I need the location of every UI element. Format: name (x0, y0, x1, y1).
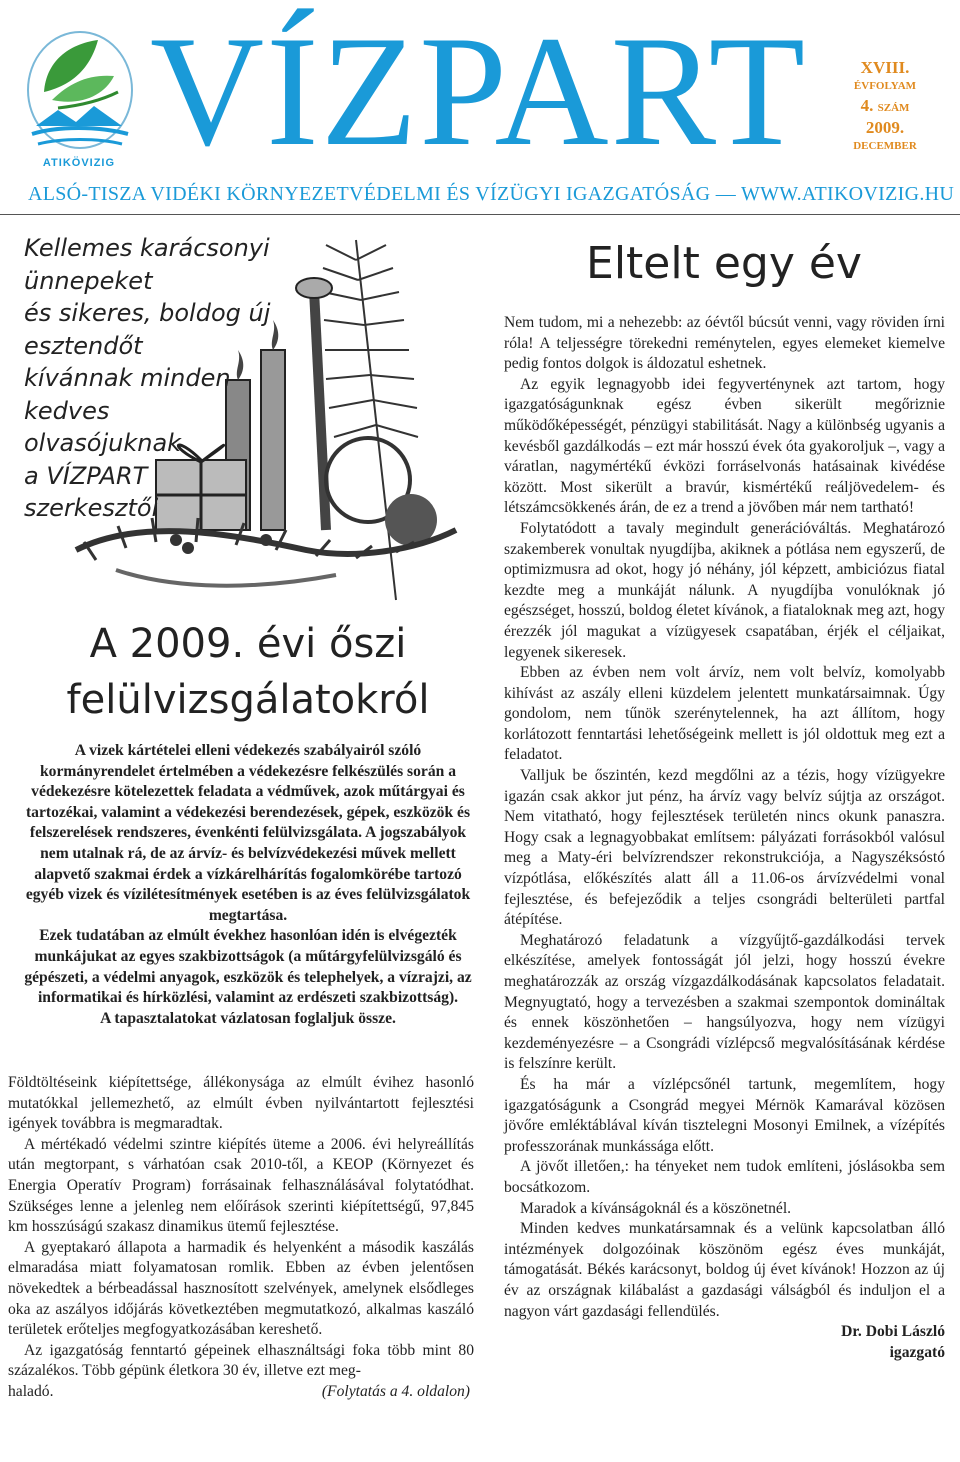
left-paragraph-1: Földtöltéseink kiépítettsége, állékonysága az elmúlt évihez hasonló mutatókkal jellemezhető, az elmúlt évben nyilvántartott fejlesztési igények továbbra is megmaradtak. (8, 1074, 474, 1133)
right-paragraph-2: Az egyik legnagyobb idei fegyverténynek azt tartom, hogy igazgatóságunknak egész évben sikerült megőriznie működőképességét, pénzügyi stabilitását. Nagy a különbség ugyanis a kevésből gazdálkodás – ezt már hosszú évek óta gyakoroljuk –, vagy a váratlan, nagymértékű évközi forráselvonás hatásainak kivédése között. Most sikerült a bravúr, kismértékű reáljövedelem- és létszámcsökkenés árán, de ez a trend a jövőben már nem tartható! (504, 375, 945, 517)
right-paragraph-1: Nem tudom, mi a nehezebb: az óévtől búcsút venni, vagy röviden írni róla! A teljességre törekedni reménytelen, egyes elemeket kiemelve pedig fontos dolgok is áldozatul eshetnek. (504, 314, 945, 373)
signature-name: Dr. Dobi László (841, 1323, 945, 1341)
right-paragraph-10: Minden kedves munkatársamnak és a velünk kapcsolatban álló intézmények dolgozóinak köszönöm egész éves munkáját, támogatását. Békés karácsonyt, boldog új évet kívánok! Hozzon az új év az országnak kilábalást a gazdasági válságból és induljon el a nagyon várt gazdasági fellendülés. (504, 1220, 945, 1320)
right-headline: Eltelt egy év (586, 238, 862, 289)
issue-year: 2009. (865, 118, 905, 137)
issue-volume-label: ÉVFOLYAM (853, 80, 917, 92)
right-paragraph-7: És ha már a vízlépcsőnél tartunk, megemlítem, hogy igazgatóságunk a Csongrád megyei Mérnök Kamarával közösen jövőre emléktáblával kíván tisztelegni Mosonyi Emilnek, a vízépítés professzorának munkássága előtt. (504, 1075, 945, 1155)
left-paragraph-3: A gyeptakaró állapota a harmadik és helyenként a második kaszálás elmaradása miatt folyamatosan romlik. Ebben az évben jelentősen növekedtek a bérbeadással hasznosított szelvények, amelynek elsődleges oka az aszályos időjárás következtében megmutatkozó, alkalmas kaszáló területek erőteljes megfogyatkozásában kereshető. (8, 1238, 474, 1339)
right-paragraph-9: Maradok a kívánságoknál és a köszönetnél. (520, 1199, 792, 1217)
holiday-greeting: Kellemes karácsonyi ünnepeket és sikeres, boldog új esztendőt kívánnak minden kedves olvasójuknak a VÍZPART szerkesztői (24, 234, 271, 522)
right-paragraph-5: Valljuk be őszintén, kezd megdőlni az a tézis, hogy vízügyekre igazán csak akkor jut pénz, ha árvíz vagy belvíz sújtja az országot. Nem vitatható, hogy fejlesztések területén nincs okunk panaszra. Hogy csak a legnagyobbakat említsem: pályázati forrásokból valósul meg a Maty-éri belvízrendszer rekonstrukciója, a Nagyszéksóstó vízpótlása, előkészítés alatt áll a 11.06-os árvízvédelmi vonal fejlesztése, és befejeződik a teljes csongrádi belterületi partfal átépítése. (504, 767, 945, 929)
right-paragraph-3: Folytatódott a tavaly megindult generációváltás. Meghatározó szakemberek vonultak nyugdíjba, akiknek a pótlása nem egyszerű, de optimizmusra ad okot, hogy jó néhány, jól képzett, ambiciózus fiatal kezdte meg a munkáját nálunk. A nyugdíjba vonulóknak jó egészséget, hosszú, boldog életet kívánok, a fiataloknak meg azt, hogy érezzék jól magukat a vízügyesek csapatában, érjék el céljaikat, legyenek sikeresek. (504, 519, 945, 661)
issue-number: 4. (860, 96, 874, 115)
right-paragraph-6: Meghatározó feladatunk a vízgyűjtő-gazdálkodási tervek elkészítése, amelyek fontosságát jól jelzi, hogy hosszú évekre meghatározzák az ország vízgazdálkodásának kapcsolatos feladatait. Megnyugtató, hogy a tervezésben a szakmai szempontok domináltak és ennek köszönhetően – hangsúlyozva, hogy nem vízügyi kezdeményezésre – a Csongrádi vízlépcső megvalósításának kérdése is felszínre került. (504, 931, 945, 1073)
atikovizig-logo (18, 22, 140, 172)
newspaper-title: VÍZPART (150, 4, 808, 179)
left-article-body (8, 1073, 474, 1403)
header-divider (0, 214, 960, 215)
left-paragraph-4-end: haladó. (8, 1382, 54, 1400)
continuation-line (8, 1382, 474, 1403)
left-paragraph-4: Az igazgatóság fenntartó gépeinek elhasználtsági foka több mint 80 százalékos. Több gépünk életkora 30 év, illetve ezt meg- (8, 1341, 474, 1380)
right-paragraph-4: Ebben az évben nem volt árvíz, nem volt belvíz, komolyabb kihívást az aszály elleni küzdelem jelentett munkatársaimnak. Úgy gondolom, nem tűnök szerénytelennek, ha azt állítom, hogy korlátozott fenntartási lehetőségeink mellett is jól oldottuk meg ezt a feladatot. (504, 664, 945, 764)
right-paragraph-8: A jövőt illetően,: ha tényeket nem tudok említeni, jóslásokba sem bocsátkozom. (504, 1158, 945, 1196)
right-article-body (504, 313, 945, 1363)
continued-note: (Folytatás a 4. oldalon) (321, 1382, 470, 1400)
issue-info (835, 58, 935, 156)
lead-paragraph-3: A tapasztalatokat vázlatosan foglaljuk össze. (100, 1009, 396, 1027)
lead-paragraph-1: A vizek kártételei elleni védekezés szabályairól szóló kormányrendelet értelmében a védekezésre felkészülés során a védekezésre kötelezettek feladata a védművek, azok műtárgyai és tartozékai, valamint a védekezési berendezések, gépek, eszközök és felszerelések rendszeres, évenkénti felülvizsgálata. A jogszabályok nem utalnak rá, de az árvíz- és belvízvédekezési művek mellett alapvető szakmai érdek a vízkárelhárítás fogalomkörébe tartozó egyéb vizek és vízilétesítmények esetében is az éves felülvizsgálatok megtartása. (25, 742, 471, 924)
left-lead (18, 741, 478, 1029)
left-headline (18, 616, 478, 728)
left-headline-line-1: A 2009. évi őszi (89, 621, 407, 667)
lead-paragraph-2: Ezek tudatában az elmúlt évekhez hasonlóan idén is elvégezték munkájukat az egyes szakbizottságok (a műtárgyfelülvizsgáló és gépészeti, a védelmi anyagok, eszközök és telephelyek, a vízrajzi, az informatikai és hírközlési, valamint az erdészeti szakbizottság). (24, 927, 472, 1007)
issue-number-label: SZÁM (877, 102, 910, 114)
issue-month: DECEMBER (853, 140, 917, 152)
logo-leaf-icon (18, 22, 140, 172)
publisher-subheader: ALSÓ-TISZA VIDÉKI KÖRNYEZETVÉDELMI ÉS VÍZÜGYI IGAZGATÓSÁG — WWW.ATIKOVIZIG.HU (28, 183, 955, 205)
left-headline-line-2: felülvizsgálatokról (66, 677, 430, 723)
svg-text:ATIKÖVIZIG: ATIKÖVIZIG (42, 157, 116, 169)
issue-volume: XVIII. (860, 58, 910, 77)
left-paragraph-2: A mértékadó védelmi szintre kiépítés üteme a 2006. évi helyreállítás után megtorpant, s várhatóan csak 2010-től, a KEOP (Környezet és Energia Operatív Program) forrásainak felhasználásával folytatódhat. Szükséges lenne a jelenleg nem előírások szerinti kiépítettségű, 97,845 km hosszúságú szakasz dinamikus ütemű fejlesztése. (8, 1135, 474, 1236)
signature-title: igazgató (889, 1343, 945, 1361)
masthead (0, 0, 960, 210)
